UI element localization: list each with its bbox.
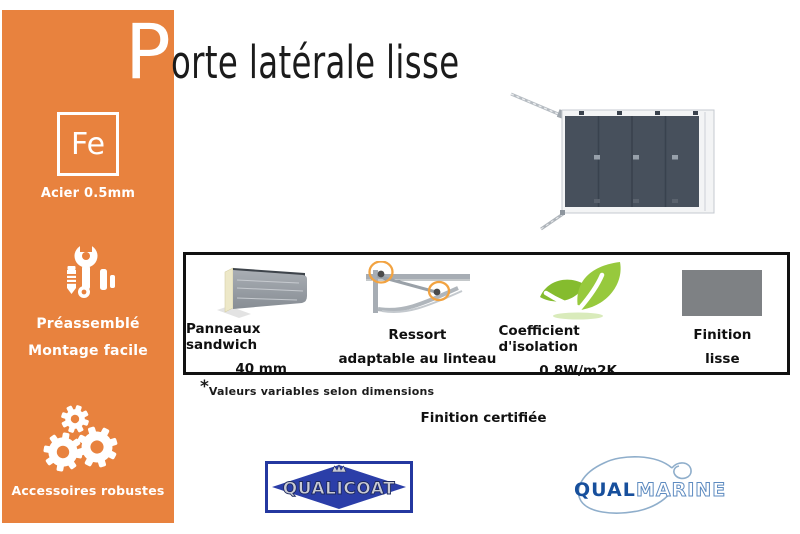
spring-lintel-icon — [360, 261, 474, 325]
feature-label: Panneaux sandwich — [186, 321, 261, 353]
feature-label: Coefficient d'isolation — [498, 323, 580, 355]
side-sliding-door-illustration — [497, 86, 725, 236]
fe-steel-icon — [57, 112, 119, 176]
page-title — [125, 7, 572, 96]
feature-value: 0.8W/m2K — [539, 363, 617, 379]
qualicoat-text: QUALICOAT — [282, 479, 396, 499]
feature-finish — [658, 255, 787, 372]
title-initial-letter: P — [125, 7, 171, 96]
preassembled-label: Préassemblé — [36, 316, 140, 332]
steel-label: Acier 0.5mm — [40, 186, 136, 201]
feature-label: Ressort — [388, 327, 447, 343]
features-strip — [183, 252, 790, 379]
qualicoat-logo — [265, 461, 413, 513]
feature-value: lisse — [705, 351, 740, 367]
footnote — [200, 377, 435, 400]
fe-symbol: Fe — [70, 126, 106, 162]
feature-sandwich-panel — [186, 255, 336, 377]
easy-mounting-label: Montage facile — [28, 343, 148, 359]
qualimarine-text-outline: MARINE — [636, 479, 727, 501]
qualimarine-text-solid: QUALI — [574, 479, 644, 501]
feature-spring — [336, 255, 498, 372]
smooth-finish-swatch — [682, 270, 762, 316]
gears-icon — [44, 404, 118, 478]
asterisk: * — [200, 377, 209, 397]
feature-insulation — [498, 255, 658, 379]
footnote-text: Valeurs variables selon dimensions — [208, 385, 435, 398]
feature-value: adaptable au linteau — [338, 351, 497, 367]
feature-label: Finition — [693, 327, 752, 343]
sandwich-panel-icon — [211, 260, 311, 320]
robust-accessories-label: Accessoires robustes — [11, 483, 165, 498]
qualimarine-logo — [552, 452, 727, 518]
certified-finish-heading: Finition certifiée — [420, 410, 547, 426]
wrench-tools-icon — [55, 242, 117, 308]
feature-value: 40 mm — [235, 361, 287, 377]
title-text: orte latérale lisse — [170, 36, 460, 89]
green-leaves-icon — [532, 260, 624, 322]
